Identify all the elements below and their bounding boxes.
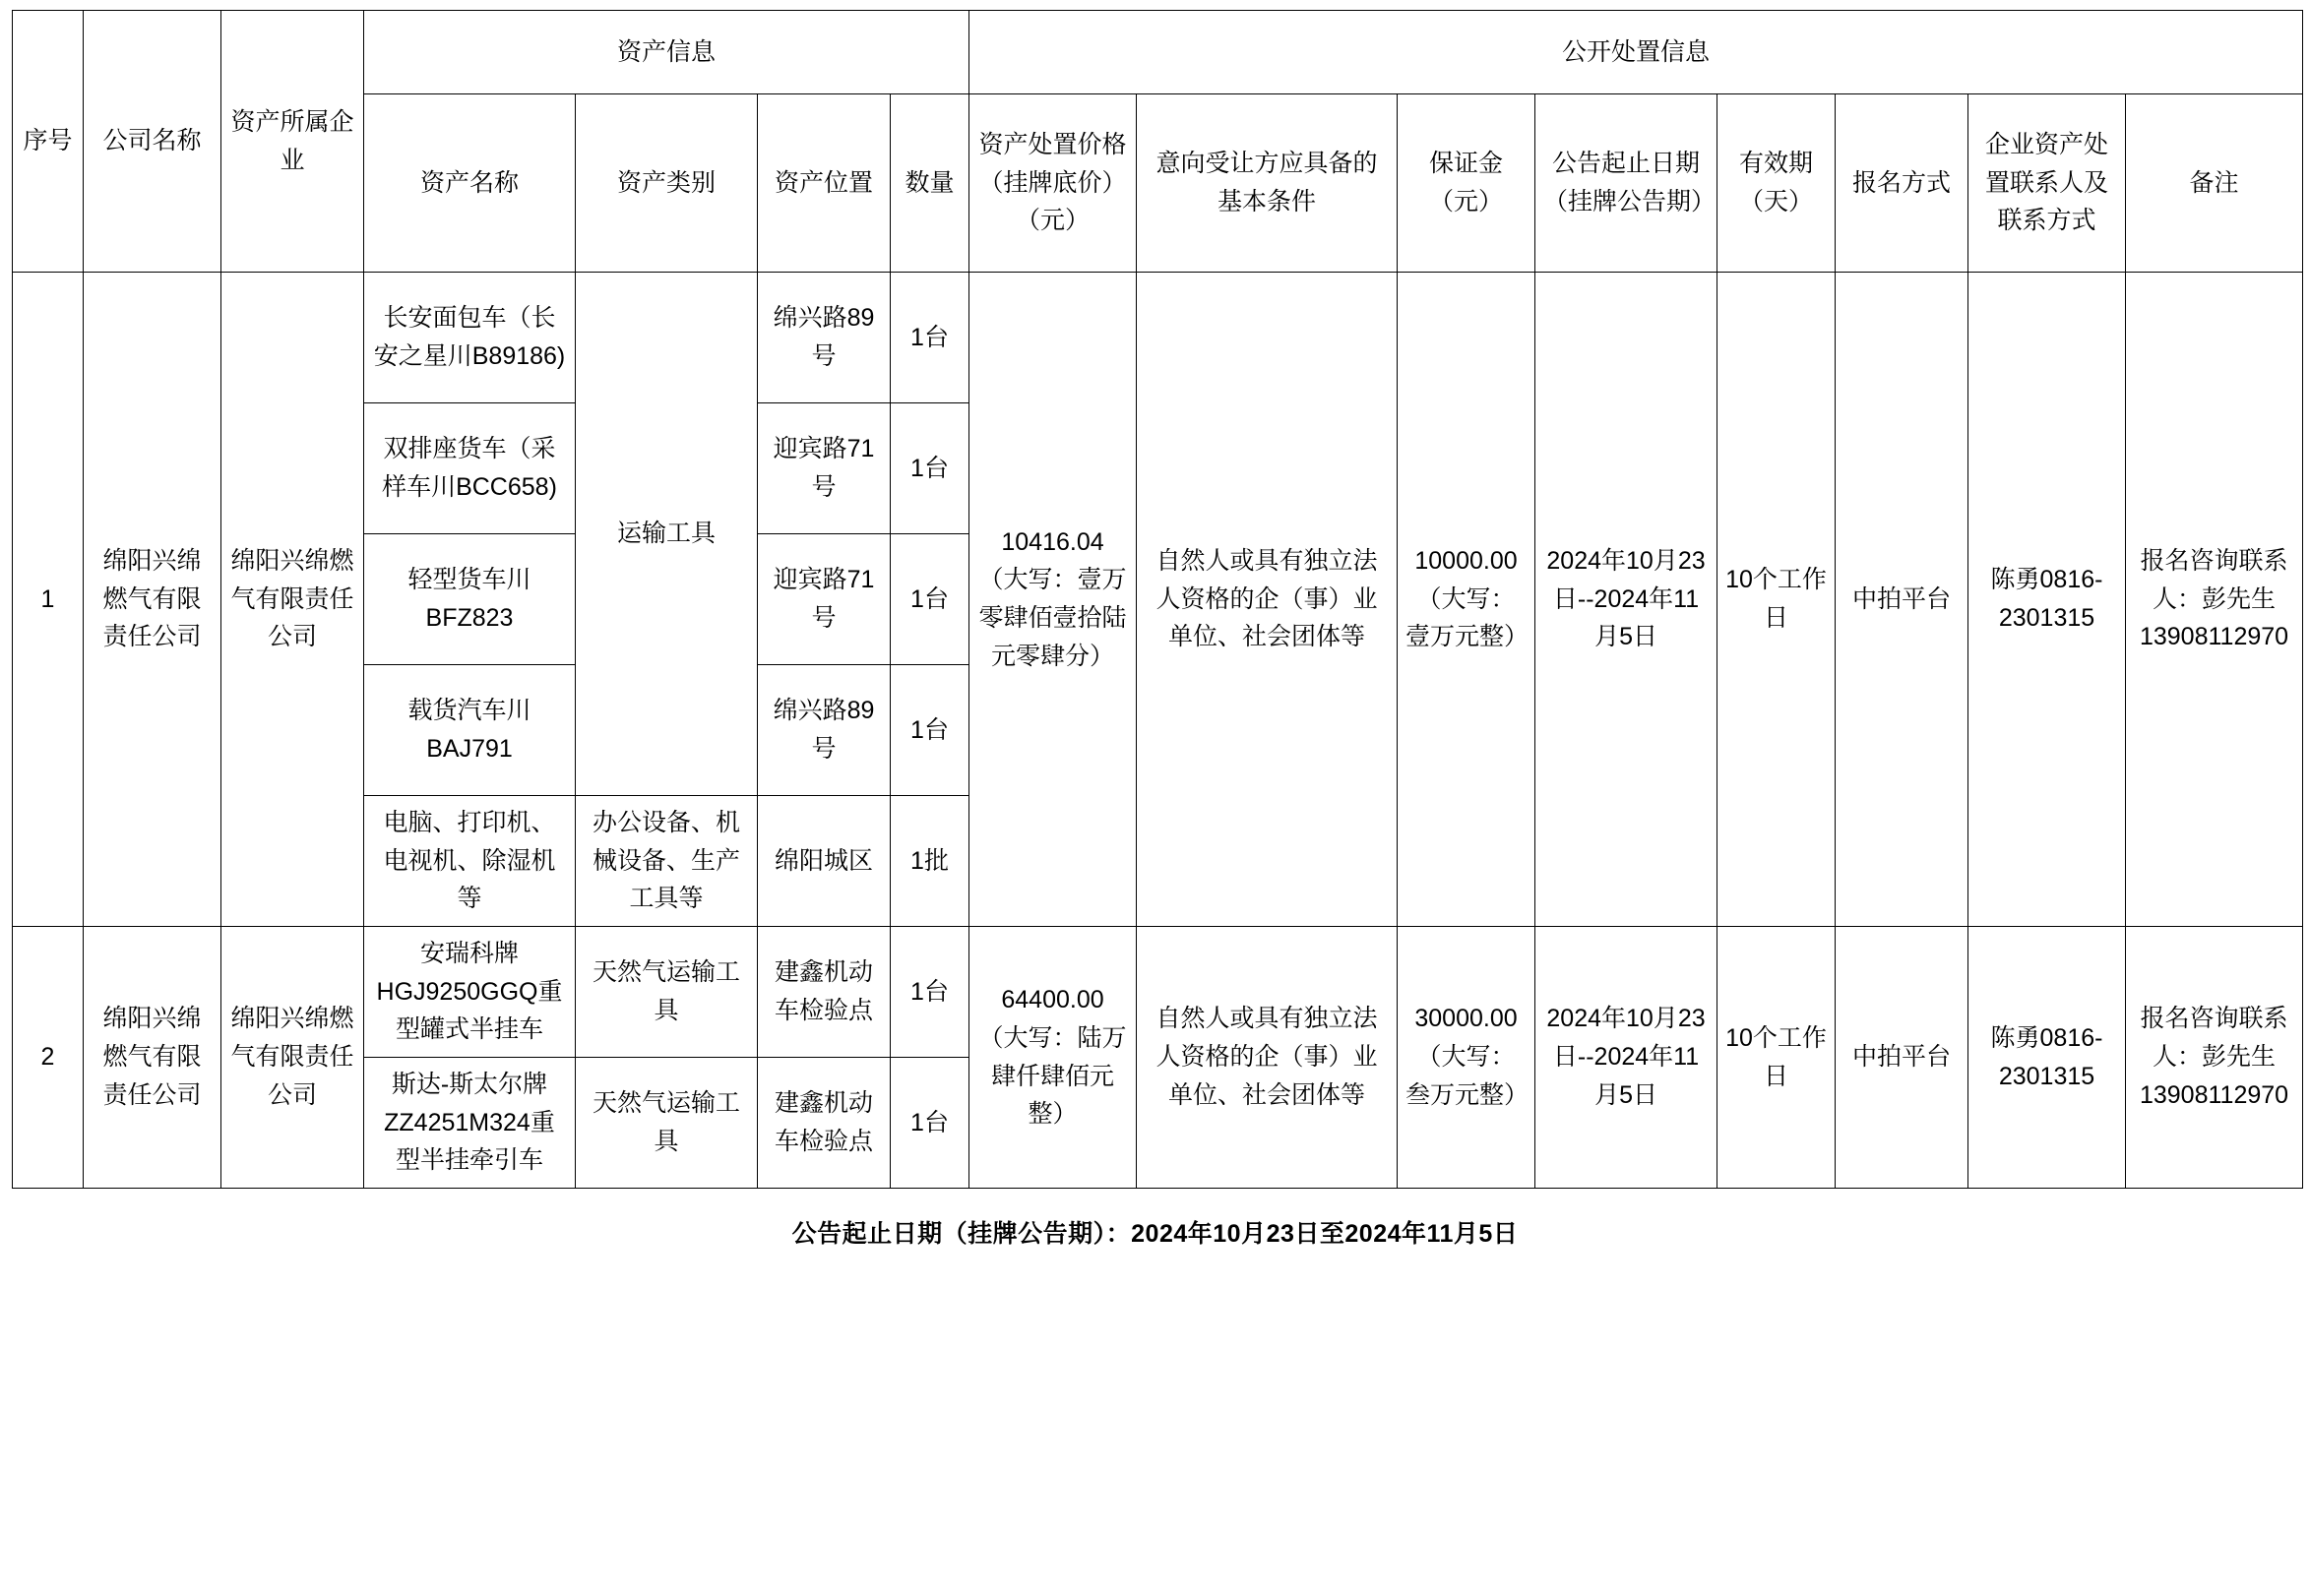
header-deposit: 保证金（元）: [1398, 94, 1535, 273]
header-asset-owner-enterprise: 资产所属企业: [221, 11, 364, 273]
cell-asset-owner-enterprise: 绵阳兴绵燃气有限责任公司: [221, 273, 364, 927]
cell-asset-location: 建鑫机动车检验点: [758, 927, 891, 1058]
cell-quantity: 1台: [891, 403, 969, 534]
cell-registration-method: 中拍平台: [1836, 273, 1968, 927]
header-announcement-period: 公告起止日期（挂牌公告期）: [1535, 94, 1717, 273]
cell-asset-location: 迎宾路71号: [758, 534, 891, 665]
cell-quantity: 1批: [891, 796, 969, 927]
cell-asset-name: 安瑞科牌HGJ9250GGQ重型罐式半挂车: [364, 927, 576, 1058]
cell-asset-category: 天然气运输工具: [576, 1058, 758, 1189]
cell-quantity: 1台: [891, 1058, 969, 1189]
cell-asset-category: 天然气运输工具: [576, 927, 758, 1058]
cell-quantity: 1台: [891, 927, 969, 1058]
cell-asset-name: 长安面包车（长安之星川B89186): [364, 273, 576, 403]
cell-transferee-conditions: 自然人或具有独立法人资格的企（事）业单位、社会团体等: [1137, 273, 1398, 927]
cell-asset-category: 办公设备、机械设备、生产工具等: [576, 796, 758, 927]
cell-seq: 2: [13, 927, 84, 1189]
cell-remarks: 报名咨询联系人：彭先生13908112970: [2126, 273, 2303, 927]
cell-transferee-conditions: 自然人或具有独立法人资格的企（事）业单位、社会团体等: [1137, 927, 1398, 1189]
cell-contact-person: 陈勇0816-2301315: [1968, 273, 2126, 927]
cell-asset-location: 绵兴路89号: [758, 665, 891, 796]
cell-asset-name: 双排座货车（采样车川BCC658): [364, 403, 576, 534]
table-row: [13, 273, 2303, 403]
cell-quantity: 1台: [891, 273, 969, 403]
cell-asset-name: 斯达-斯太尔牌ZZ4251M324重型半挂牵引车: [364, 1058, 576, 1189]
cell-disposal-price: 64400.00（大写：陆万肆仟肆佰元整）: [969, 927, 1137, 1189]
cell-asset-location: 建鑫机动车检验点: [758, 1058, 891, 1189]
cell-asset-name: 载货汽车川BAJ791: [364, 665, 576, 796]
cell-seq: 1: [13, 273, 84, 927]
header-asset-location: 资产位置: [758, 94, 891, 273]
footer-announcement-period: 公告起止日期（挂牌公告期）：2024年10月23日至2024年11月5日: [791, 1220, 1519, 1248]
cell-asset-location: 迎宾路71号: [758, 403, 891, 534]
group-header-asset-info: 资产信息: [364, 11, 969, 94]
header-contact-person: 企业资产处置联系人及联系方式: [1968, 94, 2126, 273]
header-asset-name: 资产名称: [364, 94, 576, 273]
cell-company-name: 绵阳兴绵燃气有限责任公司: [84, 927, 221, 1189]
cell-announcement-period: 2024年10月23日--2024年11月5日: [1535, 273, 1717, 927]
table-group-header-row: [13, 11, 2303, 94]
cell-asset-location: 绵兴路89号: [758, 273, 891, 403]
cell-quantity: 1台: [891, 665, 969, 796]
cell-contact-person: 陈勇0816-2301315: [1968, 927, 2126, 1189]
cell-valid-days: 10个工作日: [1717, 273, 1836, 927]
cell-asset-name: 电脑、打印机、电视机、除湿机等: [364, 796, 576, 927]
cell-announcement-period: 2024年10月23日--2024年11月5日: [1535, 927, 1717, 1189]
cell-quantity: 1台: [891, 534, 969, 665]
cell-asset-name: 轻型货车川BFZ823: [364, 534, 576, 665]
cell-company-name: 绵阳兴绵燃气有限责任公司: [84, 273, 221, 927]
cell-valid-days: 10个工作日: [1717, 927, 1836, 1189]
cell-asset-location: 绵阳城区: [758, 796, 891, 927]
cell-deposit: 10000.00（大写：壹万元整）: [1398, 273, 1535, 927]
header-quantity: 数量: [891, 94, 969, 273]
header-registration-method: 报名方式: [1836, 94, 1968, 273]
cell-deposit: 30000.00（大写：叁万元整）: [1398, 927, 1535, 1189]
header-remarks: 备注: [2126, 94, 2303, 273]
header-transferee-conditions: 意向受让方应具备的基本条件: [1137, 94, 1398, 273]
header-seq: 序号: [13, 11, 84, 273]
cell-registration-method: 中拍平台: [1836, 927, 1968, 1189]
header-company-name: 公司名称: [84, 11, 221, 273]
header-disposal-price: 资产处置价格（挂牌底价）（元）: [969, 94, 1137, 273]
cell-asset-category: 运输工具: [576, 273, 758, 796]
group-header-public-disposal-info: 公开处置信息: [969, 11, 2303, 94]
header-valid-days: 有效期（天）: [1717, 94, 1836, 273]
table-row: [13, 927, 2303, 1058]
cell-remarks: 报名咨询联系人：彭先生13908112970: [2126, 927, 2303, 1189]
asset-disposal-table: [12, 10, 2303, 1189]
cell-disposal-price: 10416.04（大写：壹万零肆佰壹拾陆元零肆分）: [969, 273, 1137, 927]
cell-asset-owner-enterprise: 绵阳兴绵燃气有限责任公司: [221, 927, 364, 1189]
header-asset-category: 资产类别: [576, 94, 758, 273]
